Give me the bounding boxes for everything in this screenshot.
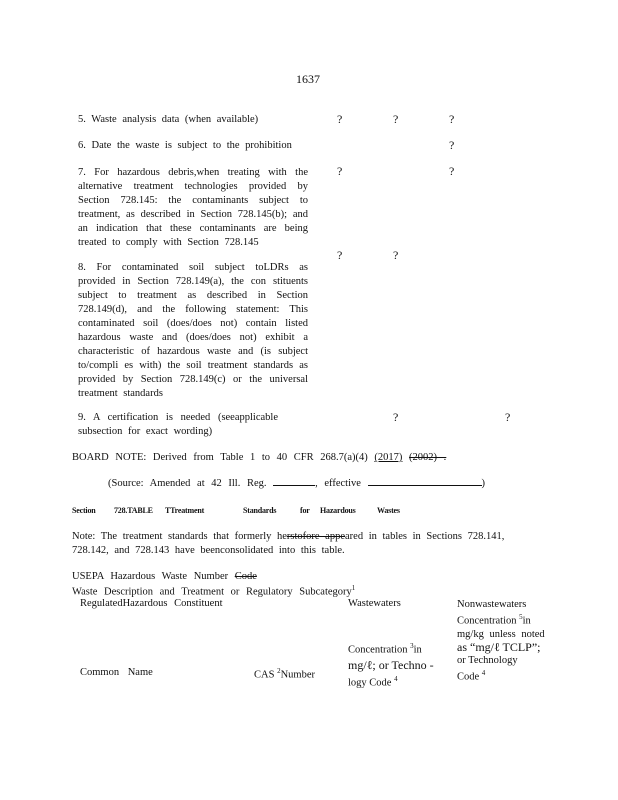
effective-date-blank: [368, 485, 482, 486]
source-close: ): [481, 478, 486, 489]
question-mark: ?: [337, 164, 343, 178]
usepa-number-label: USEPA Hazardous Waste Number: [72, 571, 229, 582]
question-mark: ?: [449, 138, 455, 152]
footnote-ref: 2: [277, 667, 281, 675]
reg-blank: [273, 485, 315, 486]
nonwastewaters-line-2: Concentration: [457, 615, 517, 627]
section-for: for: [300, 506, 310, 515]
board-note-text: BOARD NOTE: Derived from Table 1 to 40 CFR 268.7(a)(4): [72, 452, 368, 463]
footnote-ref: 5: [519, 613, 523, 621]
question-mark: ?: [449, 164, 455, 178]
note-paragraph: [72, 530, 520, 558]
waste-description-label: Waste Description and Treatment or Regulatory Subcategory: [72, 586, 352, 598]
source-text: (Source: Amended at 42 Ill. Reg.: [108, 478, 267, 489]
question-mark: ?: [337, 248, 343, 262]
section-table-number: 728.TABLE: [114, 506, 153, 515]
nonwastewaters-header: [457, 598, 557, 683]
ww-line-2: mg/ℓ; or Techno -: [348, 657, 434, 672]
nonwastewaters-line-5: or Technology: [457, 654, 518, 666]
question-mark: ?: [393, 112, 399, 126]
question-mark: ?: [449, 112, 455, 126]
board-note-new-year: (2017): [374, 452, 403, 463]
list-item-5: 5. Waste analysis data (when available): [78, 114, 259, 125]
footnote-ref: 1: [351, 584, 356, 592]
code-struck: Code: [234, 571, 257, 582]
wastewaters-header: Wastewaters: [348, 598, 401, 609]
footnote-ref: 4: [394, 674, 398, 683]
cas-number-header: [254, 667, 315, 681]
footnote-ref: 3: [410, 642, 414, 650]
note-text-struck: rstofore appe: [286, 531, 346, 542]
question-mark: ?: [337, 112, 343, 126]
nonwastewaters-line-1: Nonwastewaters: [457, 599, 527, 610]
footnote-ref: 4: [481, 668, 486, 677]
common-name-header: Common Name: [80, 667, 153, 678]
question-mark: ?: [393, 248, 399, 262]
list-item-8: 8. For contaminated soil subject toLDRs as provided in Section 728.149(a), the con stituents subject to treatment as described in Section 728.149(d), and the following statement: This contaminated soil (does/does not) contain listed hazardous waste and (does/does not) exhibit a characteristic of hazardous waste and (is subject to/compli es with) the soil treatment standards as provided by Section 728.149(c) or the universal treatment standards: [78, 262, 308, 399]
nonwastewaters-line-6: Code: [457, 671, 480, 682]
effective-label: , effective: [315, 478, 361, 489]
note-text-before: Note: The treatment standards that formerly he: [72, 531, 287, 542]
regulated-constituent-header: RegulatedHazardous Constituent: [80, 598, 223, 609]
section-wastes: Wastes: [377, 506, 400, 515]
list-item-9: 9. A certification is needed (seeapplicable subsection for exact wording): [78, 412, 278, 437]
nonwastewaters-line-3: mg/kg unless noted: [457, 628, 545, 640]
board-note-old-year: (2002) .: [409, 452, 447, 463]
source-line: [108, 478, 485, 489]
section-standards: Standards: [243, 506, 277, 515]
table-header-line-1: [72, 571, 257, 582]
cas-label: CAS: [254, 669, 275, 681]
ww-line-1: Concentration: [348, 644, 408, 656]
section-label: Section: [72, 506, 96, 515]
section-treatment: TTreatment: [165, 506, 205, 515]
nonwastewaters-line-4: as “mg/ℓ TCLP”;: [457, 639, 541, 654]
list-item-7: 7. For hazardous debris,when treating with the alternative treatment technologies provided by Section 728.145: the contaminants subject to treatment, as described in Section 728.145(b); and an indication that these contaminants are being treated to comply with Section 728.145: [78, 167, 308, 248]
wastewaters-concentration-header: [348, 639, 448, 690]
nonwastewaters-in: in: [522, 615, 531, 627]
ww-in: in: [413, 644, 422, 656]
page-number: 1637: [296, 72, 320, 86]
question-mark: ?: [505, 410, 511, 424]
ww-line-3: logy Code: [348, 677, 392, 688]
section-hazardous: Hazardous: [320, 506, 356, 515]
number-label: Number: [280, 669, 315, 681]
table-header-line-2: [72, 584, 355, 598]
list-item-6: 6. Date the waste is subject to the prohibition: [78, 140, 292, 151]
note-text-after: ared in tables in Sections 728.141, 728.142, and 728.143 have beenconsolidated into this table.: [72, 531, 505, 556]
board-note: [72, 452, 446, 463]
question-mark: ?: [393, 410, 399, 424]
